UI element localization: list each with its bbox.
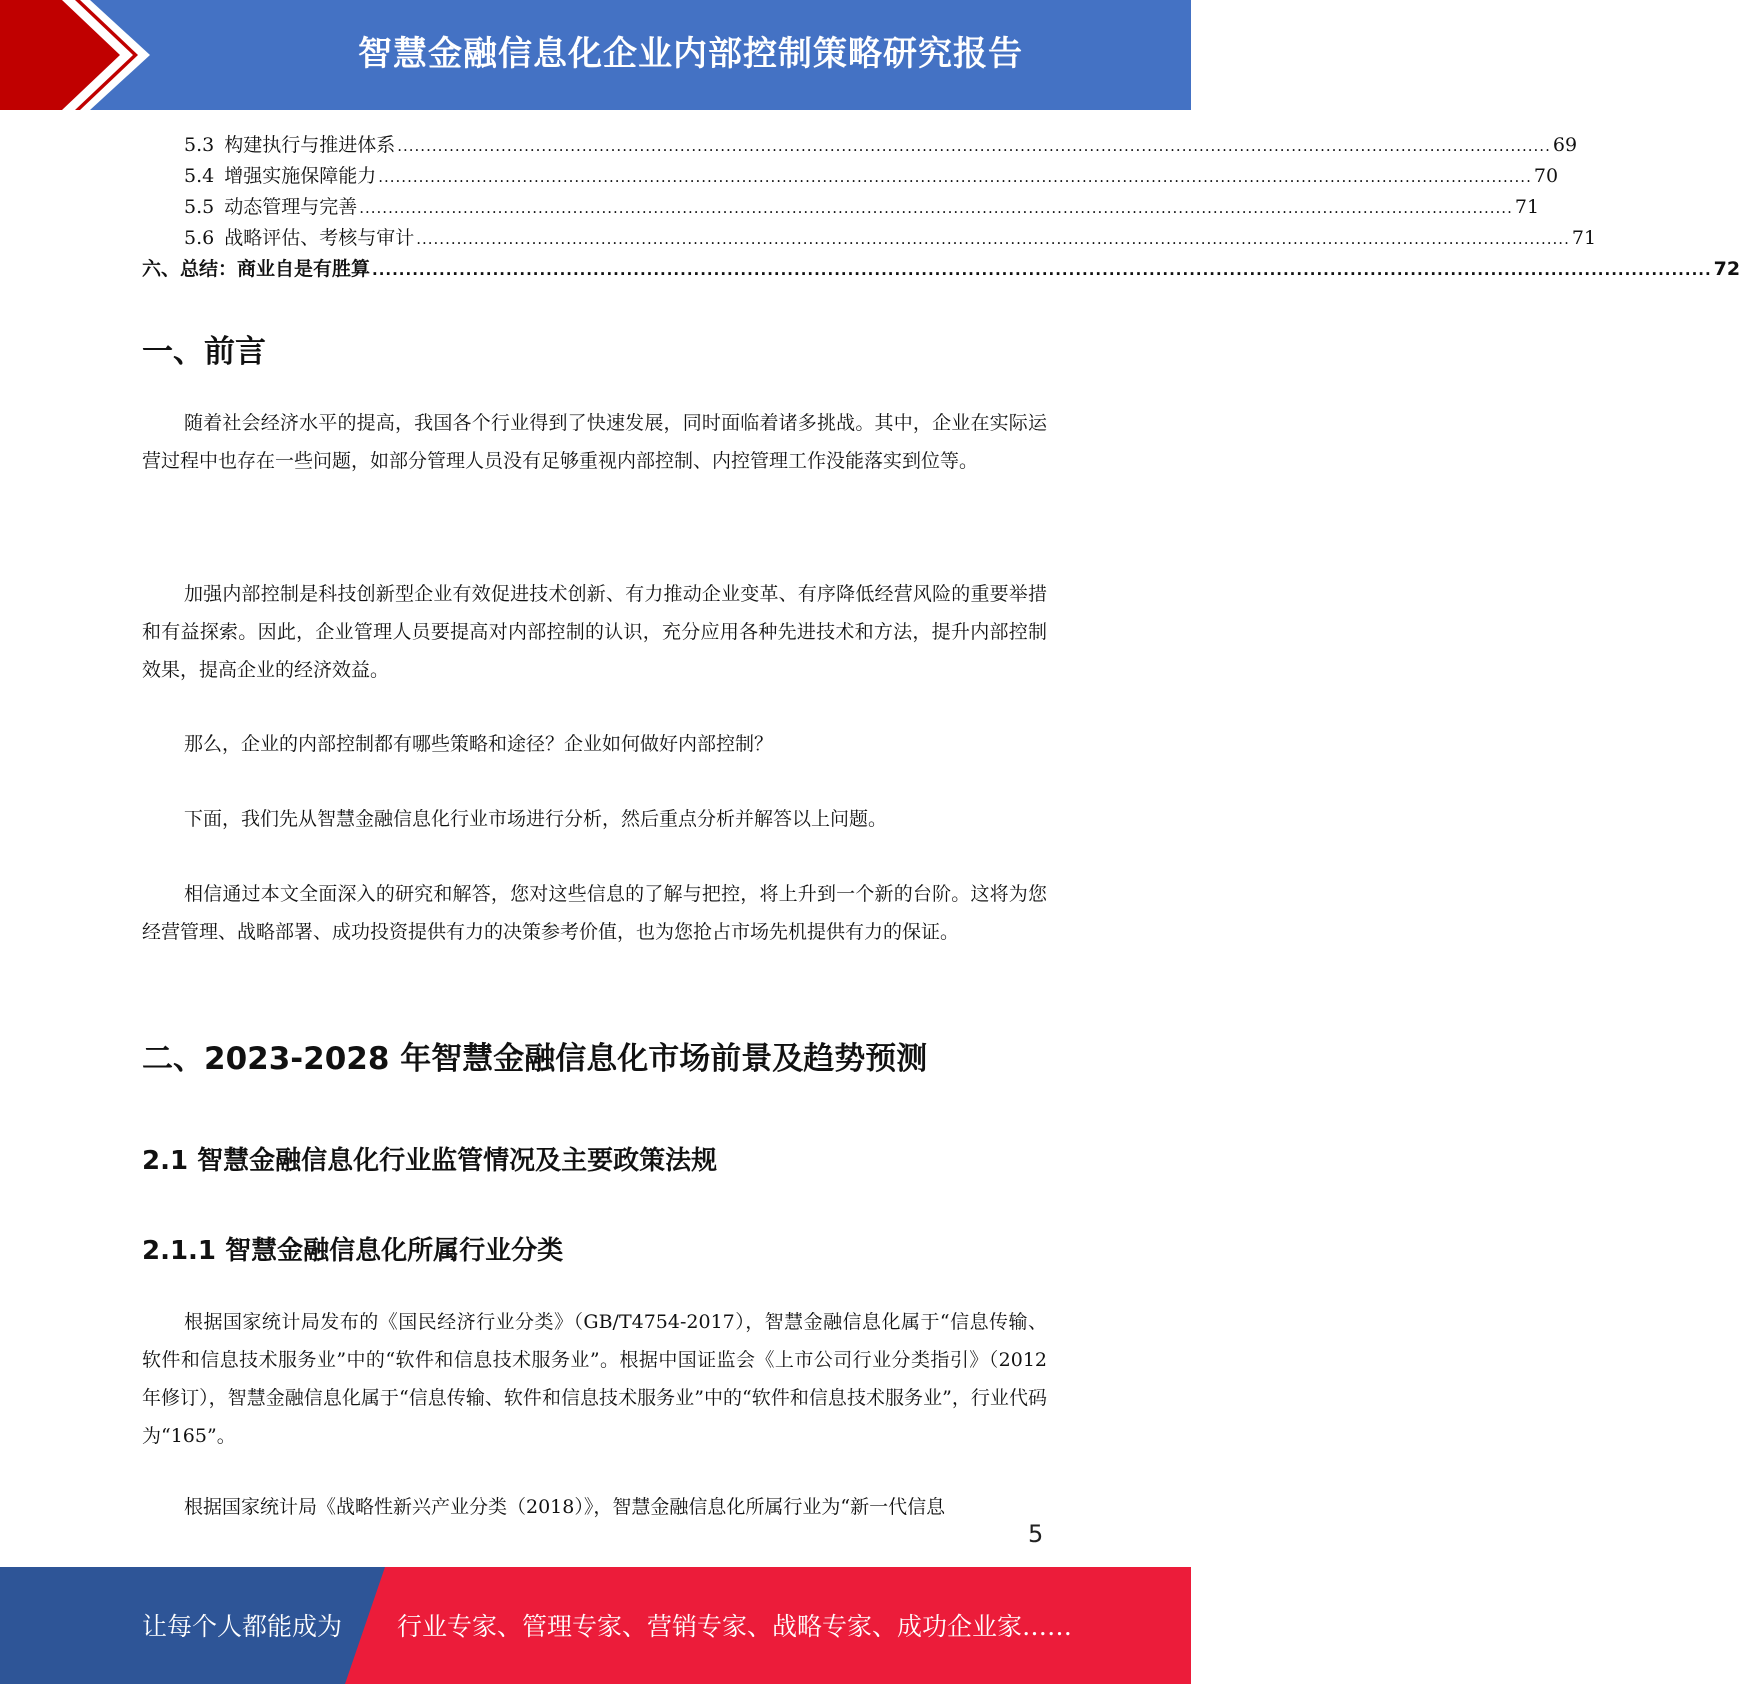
body-paragraph: 相信通过本文全面深入的研究和解答，您对这些信息的了解与把控，将上升到一个新的台阶。这将为您经营管理、战略部署、成功投资提供有力的决策参考价值，也为您抢占市场先机提供有力的保证。: [142, 883, 1047, 943]
toc-item[interactable]: [142, 254, 1740, 285]
toc-item[interactable]: [142, 223, 1597, 254]
body-paragraph: 那么，企业的内部控制都有哪些策略和途径？企业如何做好内部控制？: [184, 733, 774, 755]
toc-item[interactable]: [142, 192, 1540, 223]
toc-item-page: 69: [1552, 134, 1578, 156]
page-footer: [0, 1567, 1191, 1684]
subsection-heading: 2.1 智慧金融信息化行业监管情况及主要政策法规: [142, 1146, 718, 1176]
toc-item[interactable]: [142, 130, 1578, 161]
toc-item-page: 70: [1533, 165, 1559, 187]
body-paragraph: 根据国家统计局《战略性新兴产业分类（2018）》，智慧金融信息化所属行业为“新一代信息: [184, 1496, 946, 1518]
toc-item-label: 动态管理与完善: [224, 196, 358, 218]
toc-item-label: 六、总结：商业自是有胜算: [142, 258, 371, 280]
toc-item-label: 增强实施保障能力: [224, 165, 377, 187]
report-title: 智慧金融信息化企业内部控制策略研究报告: [358, 34, 1023, 74]
section-heading: 一、前言: [142, 334, 266, 370]
table-of-contents: [142, 130, 1740, 285]
page-number: 5: [1028, 1520, 1044, 1548]
toc-item-label: 战略评估、考核与审计: [224, 227, 415, 249]
toc-item-label: 构建执行与推进体系: [224, 134, 396, 156]
body-paragraph: 下面，我们先从智慧金融信息化行业市场进行分析，然后重点分析并解答以上问题。: [184, 808, 888, 830]
footer-slogan-left: 让每个人都能成为: [142, 1612, 343, 1641]
toc-leader-dots: ........................................................................................................................................................................................................: [397, 137, 1551, 155]
toc-item-number: 5.6: [184, 227, 215, 249]
toc-leader-dots: ........................................................................................................................................................................................................: [378, 168, 1532, 186]
toc-item-number: 5.3: [184, 134, 215, 156]
section-heading: 二、2023-2028 年智慧金融信息化市场前景及趋势预测: [142, 1041, 928, 1077]
body-paragraph: 加强内部控制是科技创新型企业有效促进技术创新、有力推动企业变革、有序降低经营风险的重要举措和有益探索。因此，企业管理人员要提高对内部控制的认识，充分应用各种先进技术和方法，提升内部控制效果，提高企业的经济效益。: [142, 583, 1047, 681]
subsubsection-heading: 2.1.1 智慧金融信息化所属行业分类: [142, 1236, 564, 1266]
toc-item-number: 5.4: [184, 165, 215, 187]
toc-leader-dots: ........................................................................................................................................................................................................: [416, 230, 1570, 248]
toc-item-number: 5.5: [184, 196, 215, 218]
toc-item-page: 72: [1713, 258, 1740, 280]
page-header: [0, 0, 1191, 110]
toc-item-page: 71: [1571, 227, 1597, 249]
body-paragraph: 随着社会经济水平的提高，我国各个行业得到了快速发展，同时面临着诸多挑战。其中，企业在实际运营过程中也存在一些问题，如部分管理人员没有足够重视内部控制、内控管理工作没能落实到位等。: [142, 412, 1047, 472]
body-paragraph: 根据国家统计局发布的《国民经济行业分类》（GB/T4754-2017），智慧金融信息化属于“信息传输、软件和信息技术服务业”中的“软件和信息技术服务业”。根据中国证监会《上市公司行业分类指引》（2012 年修订），智慧金融信息化属于“信息传输、软件和信息技术服务业”中的“软件和信息技术服务业”，行业代码为“165”。: [142, 1311, 1047, 1447]
toc-leader-dots: ........................................................................................................................................................................................................: [372, 261, 1712, 279]
footer-slogan-right: 行业专家、管理专家、营销专家、战略专家、成功企业家……: [397, 1612, 1073, 1641]
toc-leader-dots: ........................................................................................................................................................................................................: [359, 199, 1513, 217]
toc-item-page: 71: [1514, 196, 1540, 218]
toc-item[interactable]: [142, 161, 1559, 192]
